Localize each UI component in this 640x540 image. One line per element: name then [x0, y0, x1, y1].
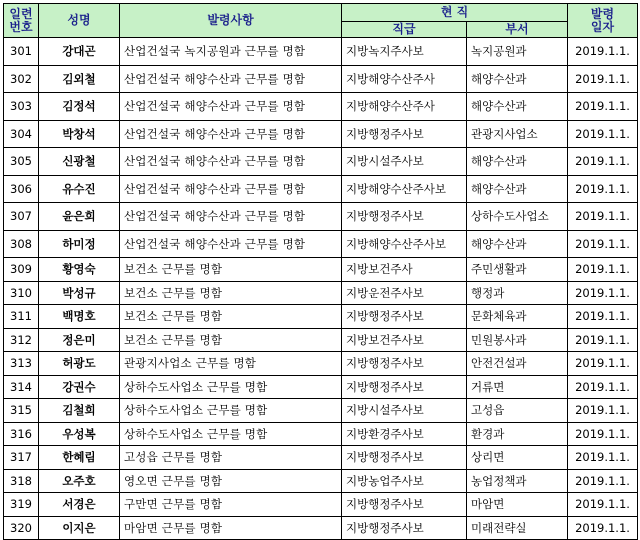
dept-cell: 해양수산과: [467, 175, 568, 203]
dept-cell: 행정과: [467, 281, 568, 305]
name-cell: 박창석: [39, 120, 120, 148]
dept-cell: 문화체육과: [467, 305, 568, 329]
dept-cell: 고성읍: [467, 399, 568, 423]
table-row: [4, 281, 638, 305]
table-row: [4, 65, 638, 93]
serial-number-cell: 303: [4, 93, 39, 121]
name-cell: 한혜림: [39, 446, 120, 470]
date-cell: 2019.1.1.: [568, 328, 638, 352]
serial-header: [4, 4, 39, 38]
dept-cell: 해양수산과: [467, 148, 568, 176]
serial-number-cell: 312: [4, 328, 39, 352]
date-cell: 2019.1.1.: [568, 65, 638, 93]
table-row: [4, 352, 638, 376]
header-row: [4, 4, 638, 22]
table-row: [4, 328, 638, 352]
order-header: 발령사항: [120, 4, 342, 38]
rank-cell: 지방행정주사보: [342, 446, 467, 470]
table-row: [4, 258, 638, 282]
serial-number-cell: 304: [4, 120, 39, 148]
table-row: [4, 493, 638, 517]
dept-cell: 민원봉사과: [467, 328, 568, 352]
date-header: [568, 4, 638, 38]
order-cell: 보건소 근무를 명함: [120, 328, 342, 352]
rank-cell: 지방해양수산주사: [342, 93, 467, 121]
dept-cell: 미래전략실: [467, 516, 568, 540]
dept-cell: 녹지공원과: [467, 38, 568, 66]
order-cell: 보건소 근무를 명함: [120, 258, 342, 282]
serial-number-cell: 306: [4, 175, 39, 203]
serial-number-cell: 310: [4, 281, 39, 305]
table-row: [4, 422, 638, 446]
dept-cell: 상하수도사업소: [467, 203, 568, 231]
date-cell: 2019.1.1.: [568, 399, 638, 423]
dept-cell: 해양수산과: [467, 65, 568, 93]
name-cell: 박성규: [39, 281, 120, 305]
name-cell: 김외철: [39, 65, 120, 93]
table-row: [4, 93, 638, 121]
name-cell: 강권수: [39, 375, 120, 399]
date-cell: 2019.1.1.: [568, 422, 638, 446]
date-cell: 2019.1.1.: [568, 493, 638, 517]
order-cell: 보건소 근무를 명함: [120, 305, 342, 329]
order-cell: 산업건설국 해양수산과 근무를 명함: [120, 120, 342, 148]
rank-cell: 지방환경주사보: [342, 422, 467, 446]
rank-cell: 지방해양수산주사보: [342, 230, 467, 258]
dept-cell: 농업정책과: [467, 469, 568, 493]
date-header-line1: 발령: [590, 6, 615, 21]
serial-number-cell: 320: [4, 516, 39, 540]
serial-number-cell: 302: [4, 65, 39, 93]
current-position-header: 현 직: [342, 4, 568, 22]
order-cell: 산업건설국 녹지공원과 근무를 명함: [120, 38, 342, 66]
order-cell: 관광지사업소 근무를 명함: [120, 352, 342, 376]
dept-cell: 마암면: [467, 493, 568, 517]
name-cell: 황영숙: [39, 258, 120, 282]
rank-header: 직급: [342, 22, 467, 38]
order-cell: 산업건설국 해양수산과 근무를 명함: [120, 93, 342, 121]
serial-number-cell: 315: [4, 399, 39, 423]
serial-number-cell: 317: [4, 446, 39, 470]
order-cell: 영오면 근무를 명함: [120, 469, 342, 493]
date-cell: 2019.1.1.: [568, 281, 638, 305]
serial-number-cell: 308: [4, 230, 39, 258]
name-cell: 김철희: [39, 399, 120, 423]
name-cell: 정은미: [39, 328, 120, 352]
serial-number-cell: 305: [4, 148, 39, 176]
order-cell: 보건소 근무를 명함: [120, 281, 342, 305]
date-cell: 2019.1.1.: [568, 38, 638, 66]
table-row: [4, 148, 638, 176]
name-cell: 이지은: [39, 516, 120, 540]
rank-cell: 지방해양수산주사: [342, 65, 467, 93]
date-cell: 2019.1.1.: [568, 120, 638, 148]
name-header: 성명: [39, 4, 120, 38]
date-cell: 2019.1.1.: [568, 352, 638, 376]
name-cell: 서경은: [39, 493, 120, 517]
order-cell: 산업건설국 해양수산과 근무를 명함: [120, 65, 342, 93]
rank-cell: 지방시설주사보: [342, 399, 467, 423]
serial-number-cell: 307: [4, 203, 39, 231]
name-cell: 윤은희: [39, 203, 120, 231]
date-cell: 2019.1.1.: [568, 305, 638, 329]
date-cell: 2019.1.1.: [568, 375, 638, 399]
rank-cell: 지방행정주사보: [342, 375, 467, 399]
rank-cell: 지방해양수산주사보: [342, 175, 467, 203]
serial-number-cell: 318: [4, 469, 39, 493]
rank-cell: 지방행정주사보: [342, 352, 467, 376]
serial-number-cell: 316: [4, 422, 39, 446]
name-cell: 하미정: [39, 230, 120, 258]
order-cell: 상하수도사업소 근무를 명함: [120, 375, 342, 399]
date-cell: 2019.1.1.: [568, 446, 638, 470]
order-cell: 산업건설국 해양수산과 근무를 명함: [120, 148, 342, 176]
order-cell: 산업건설국 해양수산과 근무를 명함: [120, 203, 342, 231]
date-cell: 2019.1.1.: [568, 230, 638, 258]
date-cell: 2019.1.1.: [568, 148, 638, 176]
order-cell: 마암면 근무를 명함: [120, 516, 342, 540]
rank-cell: 지방시설주사보: [342, 148, 467, 176]
name-cell: 유수진: [39, 175, 120, 203]
date-cell: 2019.1.1.: [568, 93, 638, 121]
order-cell: 구만면 근무를 명함: [120, 493, 342, 517]
name-cell: 강대곤: [39, 38, 120, 66]
dept-cell: 주민생활과: [467, 258, 568, 282]
order-cell: 산업건설국 해양수산과 근무를 명함: [120, 230, 342, 258]
order-cell: 상하수도사업소 근무를 명함: [120, 399, 342, 423]
table-row: [4, 120, 638, 148]
name-cell: 허광도: [39, 352, 120, 376]
rank-cell: 지방농업주사보: [342, 469, 467, 493]
table-row: [4, 175, 638, 203]
rank-cell: 지방행정주사보: [342, 493, 467, 517]
table-row: [4, 469, 638, 493]
table-row: [4, 230, 638, 258]
date-cell: 2019.1.1.: [568, 175, 638, 203]
personnel-order-table: [3, 3, 638, 540]
date-cell: 2019.1.1.: [568, 469, 638, 493]
dept-cell: 안전건설과: [467, 352, 568, 376]
table-row: [4, 38, 638, 66]
serial-header-line1: 일련: [9, 6, 33, 21]
rank-cell: 지방운전주사보: [342, 281, 467, 305]
date-cell: 2019.1.1.: [568, 203, 638, 231]
serial-number-cell: 313: [4, 352, 39, 376]
serial-number-cell: 311: [4, 305, 39, 329]
name-cell: 신광철: [39, 148, 120, 176]
table-row: [4, 375, 638, 399]
name-cell: 백명호: [39, 305, 120, 329]
table-row: [4, 399, 638, 423]
dept-cell: 거류면: [467, 375, 568, 399]
rank-cell: 지방보건주사보: [342, 328, 467, 352]
dept-header: 부서: [467, 22, 568, 38]
name-cell: 우성복: [39, 422, 120, 446]
order-cell: 고성읍 근무를 명함: [120, 446, 342, 470]
name-cell: 오주호: [39, 469, 120, 493]
order-cell: 상하수도사업소 근무를 명함: [120, 422, 342, 446]
serial-number-cell: 309: [4, 258, 39, 282]
serial-number-cell: 301: [4, 38, 39, 66]
rank-cell: 지방행정주사보: [342, 120, 467, 148]
table-row: [4, 516, 638, 540]
rank-cell: 지방행정주사보: [342, 516, 467, 540]
order-cell: 산업건설국 해양수산과 근무를 명함: [120, 175, 342, 203]
date-header-line2: 일자: [590, 19, 615, 34]
dept-cell: 환경과: [467, 422, 568, 446]
dept-cell: 관광지사업소: [467, 120, 568, 148]
rank-cell: 지방행정주사보: [342, 203, 467, 231]
dept-cell: 해양수산과: [467, 93, 568, 121]
table-row: [4, 446, 638, 470]
serial-number-cell: 314: [4, 375, 39, 399]
dept-cell: 해양수산과: [467, 230, 568, 258]
date-cell: 2019.1.1.: [568, 258, 638, 282]
rank-cell: 지방보건주사: [342, 258, 467, 282]
serial-number-cell: 319: [4, 493, 39, 517]
dept-cell: 상리면: [467, 446, 568, 470]
serial-header-line2: 번호: [9, 19, 33, 34]
table-row: [4, 305, 638, 329]
name-cell: 김정석: [39, 93, 120, 121]
table-row: [4, 203, 638, 231]
rank-cell: 지방행정주사보: [342, 305, 467, 329]
date-cell: 2019.1.1.: [568, 516, 638, 540]
rank-cell: 지방녹지주사보: [342, 38, 467, 66]
